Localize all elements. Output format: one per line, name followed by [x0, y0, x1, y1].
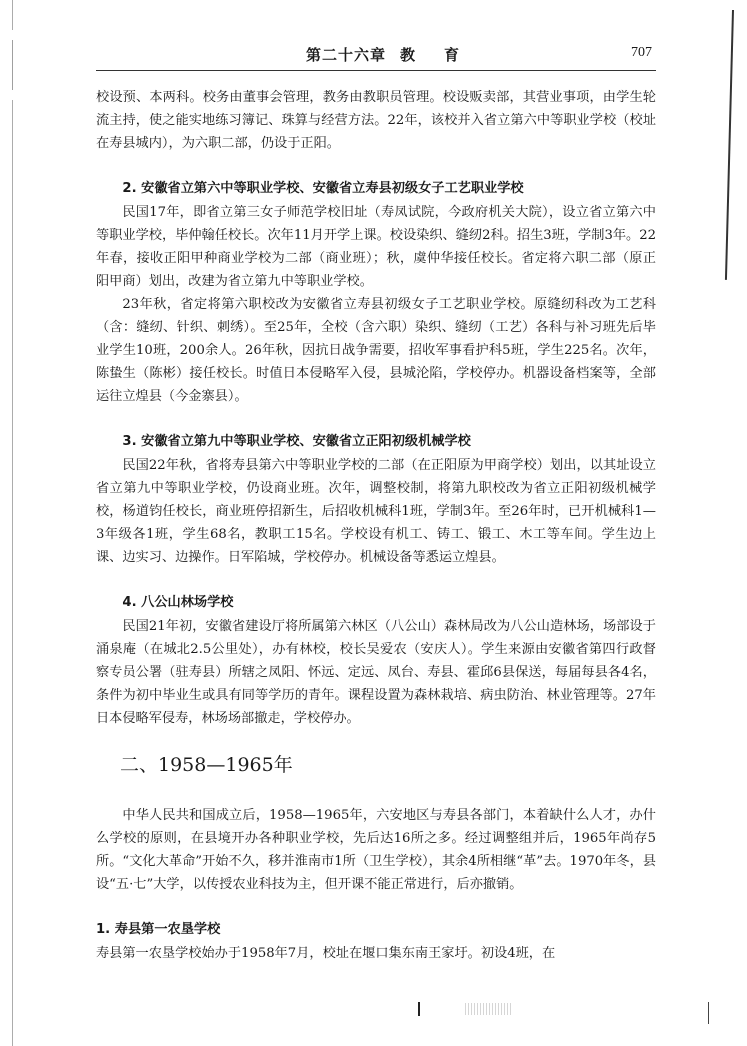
part-heading: 二、1958—1965年 — [120, 754, 293, 776]
scan-artifact — [465, 1003, 513, 1015]
chapter-name-a: 教 — [400, 46, 417, 64]
scan-edge-left — [12, 0, 13, 1046]
section-heading: 4. 八公山林场学校 — [122, 595, 234, 610]
section-heading: 3. 安徽省立第九中等职业学校、安徽省立正阳初级机械学校 — [122, 434, 471, 449]
chapter-title — [306, 44, 460, 65]
chapter-name-b: 育 — [444, 46, 461, 64]
section-heading: 1. 寿县第一农垦学校 — [96, 922, 221, 937]
page-body — [96, 86, 656, 965]
paragraph: 中华人民共和国成立后，1958—1965年，六安地区与寿县各部门，本着缺什么人才，办什么学校的原则，在县境开办各种职业学校，先后达16所之多。经过调整组并后，1965年尚存5所。“文化大革命”开始不久，移并淮南市1所（卫生学校），其余4所相继“革”去。1970年冬，县设“五·七”大学，以传授农业科技为主，但开课不能正常进行，后亦撤销。 — [96, 808, 656, 892]
scan-artifact — [708, 1002, 709, 1024]
paragraph: 民国21年初，安徽省建设厅将所属第六林区（八公山）森林局改为八公山造林场，场部设于涌泉庵（在城北2.5公里处），办有林校，校长吴爱农（安庆人）。学生来源由安徽省第四行政督察专员公署（驻寿县）所辖之凤阳、怀远、定远、凤台、寿县、霍邱6县保送，每届每县各4名，条件为初中毕业生或具有同等学历的青年。课程设置为森林栽培、病虫防治、林业管理等。27年日本侵略军侵寿，林场场部撤走，学校停办。 — [96, 619, 656, 726]
paragraph: 民国22年秋，省将寿县第六中等职业学校的二部（在正阳原为甲商学校）划出，以其址设立省立第九中等职业学校，仍设商业班。次年，调整校制，将第九职校改为省立正阳初级机械学校，杨道钧任校长，商业班停招新生，后招收机械科1班，学制3年。至26年时，已开机械科1—3年级各1班，学生68名，教职工15名。学校设有机工、铸工、锻工、木工等车间。学生边上课、边实习、边操作。日军陷城，学校停办。机械设备等悉运立煌县。 — [96, 458, 656, 565]
page-number: 707 — [631, 45, 652, 60]
paragraph: 民国17年，即省立第三女子师范学校旧址（寿凤试院，今政府机关大院），设立省立第六中等职业学校，毕仲翰任校长。次年11月开学上课。校设染织、缝纫2科。招生3班，学制3年。22年春，接收正阳甲种商业学校为二部（商业班）；秋，虞仲华接任校长。省定将六职二部（原正阳甲商）划出，改建为省立第九中等职业学校。 — [96, 205, 656, 289]
paragraph: 校设预、本两科。校务由董事会管理，教务由教职员管理。校设贩卖部，其营业事项，由学生轮流主持，使之能实地练习簿记、珠算与经营方法。22年，该校并入省立第六中等职业学校（校址在寿县城内），为六职二部，仍设于正阳。 — [96, 90, 656, 151]
paragraph: 23年秋，省定将第六职校改为安徽省立寿县初级女子工艺职业学校。原缝纫科改为工艺科（含：缝纫、针织、刺绣）。至25年，全校（含六职）染织、缝纫（工艺）各科与补习班先后毕业学生10班，200余人。26年秋，因抗日战争需要，招收军事看护科5班，学生225名。次年，陈蛰生（陈彬）接任校长。时值日本侵略军入侵，县城沦陷，学校停办。机器设备档案等，全部运往立煌县（今金寨县）。 — [96, 297, 656, 404]
chapter-number: 第二十六章 — [306, 46, 387, 64]
scan-edge-right — [725, 10, 734, 280]
section-heading: 2. 安徽省立第六中等职业学校、安徽省立寿县初级女子工艺职业学校 — [122, 181, 524, 196]
paragraph: 寿县第一农垦学校始办于1958年7月，校址在堰口集东南王家圩。初设4班，在 — [96, 946, 556, 961]
running-header — [96, 44, 656, 71]
scan-artifact — [418, 1002, 420, 1016]
